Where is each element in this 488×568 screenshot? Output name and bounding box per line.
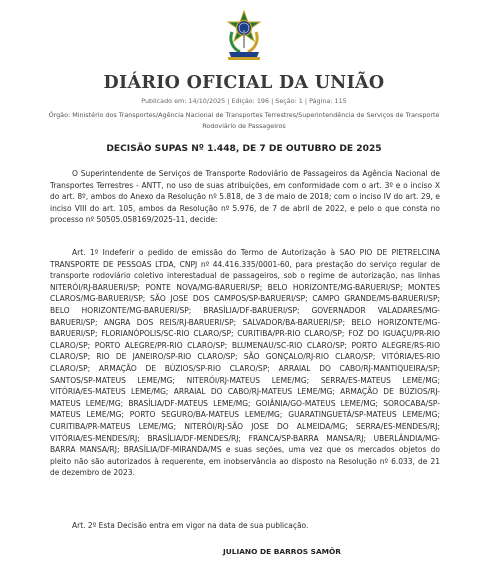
publication-info: Publicado em: 14/10/2025 | Edição: 196 | Seção: 1 | Página: 115 <box>141 97 347 105</box>
article-2-paragraph: Art. 2º Esta Decisão entra em vigor na data de sua publicação. <box>72 521 309 530</box>
decision-title: DECISÃO SUPAS Nº 1.448, DE 7 DE OUTUBRO DE 2025 <box>106 144 382 154</box>
signatory-name: JULIANO DE BARROS SAMÔR <box>222 547 341 556</box>
brazil-coat-of-arms-icon <box>224 10 264 62</box>
preamble-paragraph: O Superintendente de Serviços de Transporte Rodoviário de Passageiros da Agência Nacional de Transportes Terrestres - ANTT, no uso de suas atribuições, em conformidade com o art. 3º e o inciso X do art. 8º, ambos do Anexo da Resolução nº 5.818, de 3 de maio de 2018; com o inciso IV do art. 29, e inciso VIII do art. 105, ambos da Resolução nº 5.976, de 7 de abril de 2022, e pelo o que consta no processo nº 50505.058169/2025-11, decide: <box>50 169 440 225</box>
article-1-paragraph: Art. 1º Indeferir o pedido de emissão do Termo de Autorização à SAO PIO DE PIETRELCINA TRANSPORTE DE PESSOAS LTDA, CNPJ nº 44.416.335/0001-60, para prestação do serviço regular de transporte rodoviário coletivo interestadual de passageiros, sob o regime de autorização, nas linhas NITERÓI/RJ-BARUERI/SP; PONTE NOVA/MG-BARUERI/SP; BELO HORIZONTE/MG-BARUERI/SP; MONTES CLAROS/MG-BARUERI/SP; SÃO JOSE DOS CAMPOS/SP-BARUERI/SP; CAMPO GRANDE/MS-BARUERI/SP; BELO HORIZONTE/MG-BARUERI/SP; BRASÍLIA/DF-BARUERI/SP; GOVERNADOR VALADARES/MG-BARUERI/SP; ANGRA DOS REIS/RJ-BARUERI/SP; SALVADOR/BA-BARUERI/SP; BELO HORIZONTE/MG-BARUERI/SP; FLORIANÓPOLIS/SC-RIO CLARO/SP; CURITIBA/PR-RIO CLARO/SP; FOZ DO IGUAÇU/PR-RIO CLARO/SP; PORTO ALEGRE/PR-RIO CLARO/SP; BLUMENAU/SC-RIO CLARO/SP; PORTO ALEGRE/RS-RIO CLARO/SP; RIO DE JANEIRO/SP-RIO CLARO/SP; SÃO GONÇALO/RJ-RIO CLARO/SP; VITÓRIA/ES-RIO CLARO/SP; ARMAÇÃO DE BÚZIOS/SP-RIO CLARO/SP; ARRAIAL DO CABO/RJ-MANTIQUEIRA/SP; SANTOS/SP-MATEUS LEME/MG; NITERÓI/RJ-MATEUS LEME/MG; SERRA/ES-MATEUS LEME/MG; VITÓRIA/ES-MATEUS LEME/MG; ARRAIAL DO CABO/RJ-MATEUS LEME/MG; ARMAÇÃO DE BÚZIOS/RJ-MATEUS LEME/MG; BRASÍLIA/DF-MATEUS LEME/MG; GOIÂNIA/GO-MATEUS LEME/MG; SOROCABA/SP-MATEUS LEME/MG; PORTO SEGURO/BA-MATEUS LEME/MG; GUARATINGUETÁ/SP-MATEUS LEME/MG; CURITIBA/PR-MATEUS LEME/MG; NITERÓI/RJ-SÃO JOSE DO ALMEIDA/MG; SERRA/ES-MENDES/RJ; VITÓRIA/ES-MENDES/RJ; BRASÍLIA/DF-MENDES/RJ; FRANCA/SP-BARRA MANSA/RJ; UBERLÂNDIA/MG-BARRA MANSA/RJ; BRASÍLIA/DF-MIRANDA/MS e suas seções, uma vez que os mercados objetos do pleito não são autorizados à requerente, em inobservância ao disposto na Resolução nº 6.033, de 21 de dezembro de 2023. <box>50 248 440 478</box>
masthead-title: DIÁRIO OFICIAL DA UNIÃO <box>103 73 385 93</box>
issuing-body: Órgão: Ministério dos Transportes/Agência Nacional de Transportes Terrestres/Superintendência de Serviços de Transporte Rodoviário de Passageiros <box>48 111 440 130</box>
